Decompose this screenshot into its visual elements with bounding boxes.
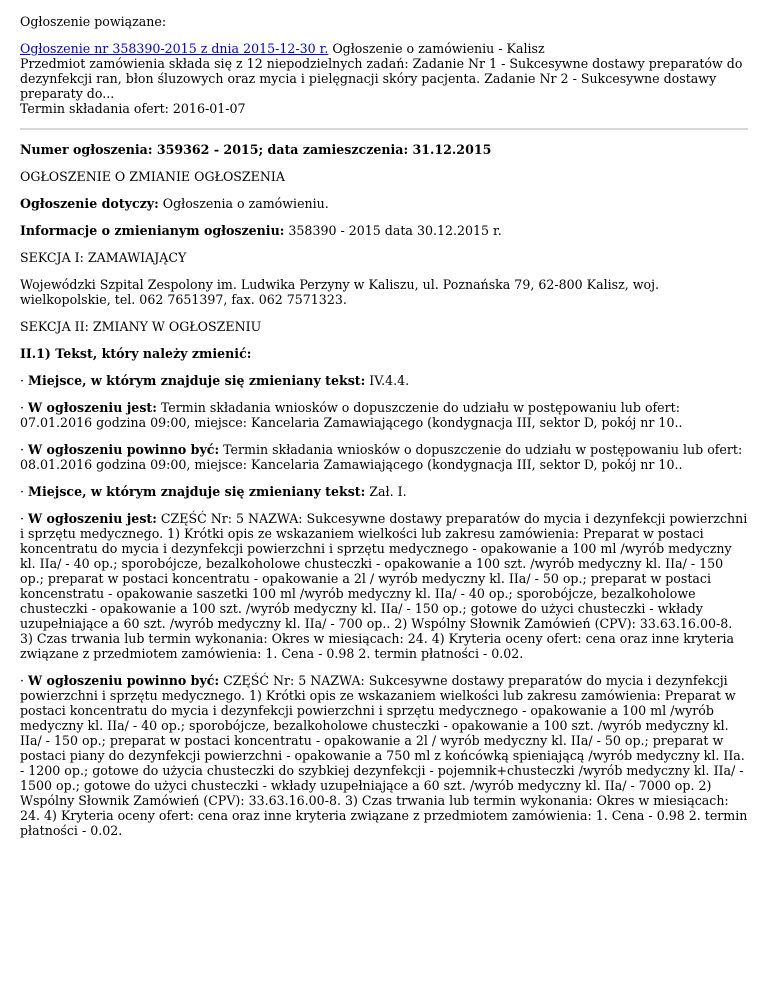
related-notice-link[interactable]: Ogłoszenie nr 358390-2015 z dnia 2015-12-30 r. [20, 41, 329, 56]
related-notice-deadline: Termin składania ofert: 2016-01-07 [20, 101, 246, 116]
related-notice-suffix: Ogłoszenie o zamówieniu - Kalisz [328, 41, 545, 56]
bullet: · [20, 484, 25, 499]
change-1-should-value: Termin składania wniosków o dopuszczenie do udziału w postępowaniu lub ofert: 08.01.2016 godzina 09:00, miejsce: Kancelaria Zamawiającego (kondygnacja III, sektor D, pokój nr 10.. [20, 442, 743, 472]
related-notice-title-line [20, 41, 748, 56]
change-2-place-value: Zał. I. [365, 484, 407, 499]
notice-number [20, 142, 748, 157]
bullet: · [20, 442, 25, 457]
notice-number-text: Numer ogłoszenia: 359362 - 2015; data zamieszczenia: 31.12.2015 [20, 142, 492, 157]
related-notice [20, 41, 748, 116]
change-1-place-label: Miejsce, w którym znajduje się zmieniany tekst: [28, 373, 366, 388]
change-1-is [20, 400, 748, 430]
contracting-authority: Wojewódzki Szpital Zespolony im. Ludwika Perzyny w Kaliszu, ul. Poznańska 79, 62-800 Kalisz, woj. wielkopolskie, tel. 062 7651397, fax. 062 7571323. [20, 277, 660, 307]
related-heading: Ogłoszenie powiązane: [20, 14, 167, 29]
bullet: · [20, 673, 25, 688]
notice-title: OGŁOSZENIE O ZMIANIE OGŁOSZENIA [20, 169, 285, 184]
change-2-should-value: CZĘŚĆ Nr: 5 NAZWA: Sukcesywne dostawy preparatów do mycia i dezynfekcji powierzchni i sprzętu medycznego. 1) Krótki opis ze wskazaniem wielkości lub zakresu zamówienia: Preparat w postaci koncentratu do mycia i dezynfekcji powierzchni i sprzętu medycznego - opakowanie a 100 ml /wyrób medyczny kl. IIa/ - 40 op.; sporobójcze, bezalkoholowe chusteczki - opakowanie a 100 szt. /wyrób medyczny kl. IIa/ - 150 op.; preparat w postaci koncentratu - opakowanie a 2l / wyrób medyczny kl. IIa/ - 50 op.; preparat w postaci piany do dezynfekcji powierzchni - opakowanie a 750 ml z końcówką spieniającą /wyrób medyczny kl. IIa. - 1200 op.; gotowe do użycia chusteczki do szybkiej dezynfekcji - pojemnik+chusteczki /wyrób medyczny kl. IIa/ - 1500 op.; gotowe do użyci chusteczki - wkłady uzupełniające a 60 szt. /wyrób medyczny kl. IIa/ - 7000 op. 2) Wspólny Słownik Zamówień (CPV): 33.63.16.00-8. 3) Czas trwania lub termin wykonania: Okres w miesiącach: 24. 4) Kryteria oceny ofert: cena oraz inne kryteria związane z przedmiotem zamówienia: 1. Cena - 0.98 2. termin płatności - 0.02. [20, 673, 748, 838]
change-1-should [20, 442, 748, 472]
section-2-1-title-text: II.1) Tekst, który należy zmienić: [20, 346, 252, 361]
change-1-place [20, 373, 748, 388]
notice-info-label: Informacje o zmienianym ogłoszeniu: [20, 223, 285, 238]
change-2-should [20, 673, 748, 838]
change-2-place-label: Miejsce, w którym znajduje się zmieniany tekst: [28, 484, 366, 499]
section-2-title: SEKCJA II: ZMIANY W OGŁOSZENIU [20, 319, 262, 334]
notice-concerns-label: Ogłoszenie dotyczy: [20, 196, 159, 211]
change-1-place-value: IV.4.4. [365, 373, 410, 388]
bullet: · [20, 511, 25, 526]
change-1-is-value: Termin składania wniosków o dopuszczenie do udziału w postępowaniu lub ofert: 07.01.2016 godzina 09:00, miejsce: Kancelaria Zamawiającego (kondygnacja III, sektor D, pokój nr 10.. [20, 400, 683, 430]
section-1-title: SEKCJA I: ZAMAWIAJĄCY [20, 250, 187, 265]
section-2-1-title [20, 346, 748, 361]
change-1-is-label: W ogłoszeniu jest: [28, 400, 157, 415]
bullet: · [20, 373, 25, 388]
bullet: · [20, 400, 25, 415]
change-2-is-label: W ogłoszeniu jest: [28, 511, 157, 526]
notice-info [20, 223, 748, 238]
change-2-is [20, 511, 748, 661]
notice-concerns-value: Ogłoszenia o zamówieniu. [158, 196, 329, 211]
notice-info-value: 358390 - 2015 data 30.12.2015 r. [284, 223, 502, 238]
related-notice-description: Przedmiot zamówienia składa się z 12 niepodzielnych zadań: Zadanie Nr 1 - Sukcesywne dostawy preparatów do dezynfekcji ran, błon śluzowych oraz mycia i pielęgnacji skóry pacjenta. Zadanie Nr 2 - Sukcesywne dostawy preparaty do... [20, 56, 743, 101]
change-2-is-value: CZĘŚĆ Nr: 5 NAZWA: Sukcesywne dostawy preparatów do mycia i dezynfekcji powierzchni i sprzętu medycznego. 1) Krótki opis ze wskazaniem wielkości lub zakresu zamówienia: Preparat w postaci koncentratu do mycia i dezynfekcji powierzchni i sprzętu medycznego - opakowanie a 100 ml /wyrób medyczny kl. IIa/ - 40 op.; sporobójcze, bezalkoholowe chusteczki - opakowanie a 100 szt. /wyrób medyczny kl. IIa/ - 150 op.; preparat w postaci koncentratu - opakowanie a 2l / wyrób medyczny kl. IIa/ - 50 op.; preparat w postaci koncenstratu - opakowanie saszetki 100 ml /wyrób medyczny kl. IIa/ - 40 op.; sporobójcze, bezalkoholowe chusteczki - opakowanie a 100 szt. /wyrób medyczny kl. IIa/ - 150 op.; gotowe do użyci chusteczki - wkłady uzupełniające a 60 szt. /wyrób medyczny kl. IIa/ - 700 op.. 2) Wspólny Słownik Zamówień (CPV): 33.63.16.00-8. 3) Czas trwania lub termin wykonania: Okres w miesiącach: 24. 4) Kryteria oceny ofert: cena oraz inne kryteria związane z przedmiotem zamówienia: 1. Cena - 0.98 2. termin płatności - 0.02. [20, 511, 748, 661]
notice-concerns [20, 196, 748, 211]
change-2-should-label: W ogłoszeniu powinno być: [28, 673, 220, 688]
change-1-should-label: W ogłoszeniu powinno być: [28, 442, 220, 457]
divider [20, 128, 748, 130]
change-2-place [20, 484, 748, 499]
